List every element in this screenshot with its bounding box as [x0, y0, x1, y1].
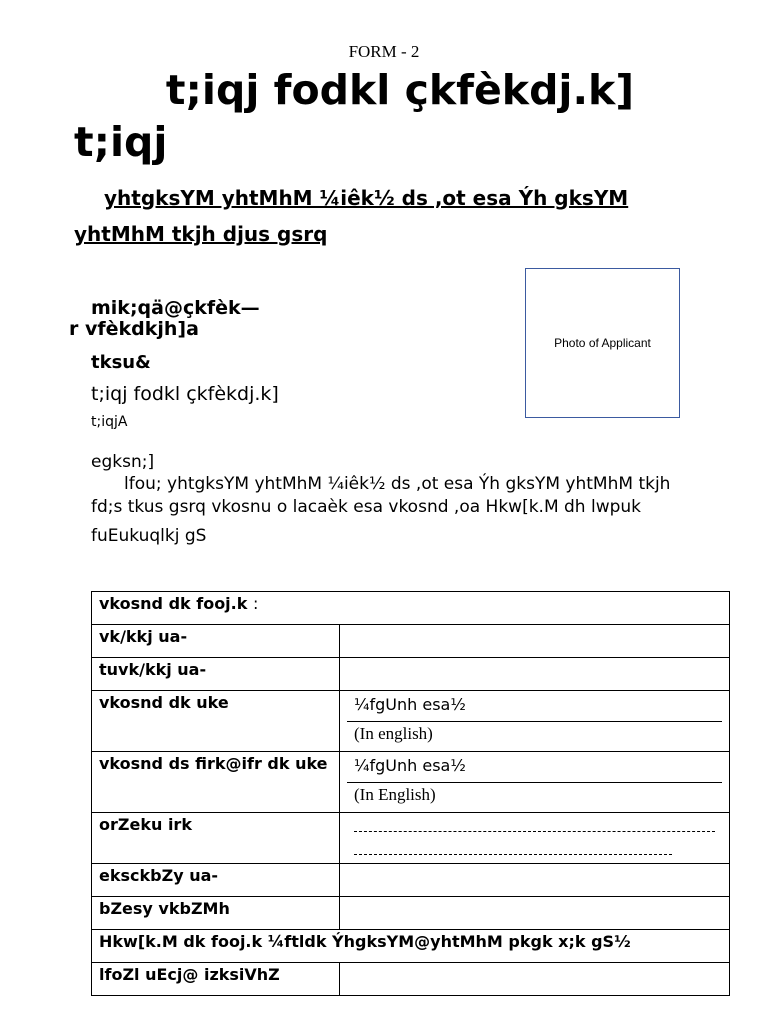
- salutation: egksn;]: [91, 452, 155, 472]
- table-row: [92, 625, 730, 658]
- table-header-colon: :: [252, 594, 259, 613]
- father-name-english-hint: (In English): [347, 782, 722, 810]
- table-header-label: vkosnd dk fooj.k: [99, 594, 248, 613]
- father-name-hindi-hint: ¼fgUnh esa½: [354, 756, 466, 775]
- photo-label: Photo of Applicant: [554, 336, 651, 350]
- form-number: FORM - 2: [348, 42, 420, 61]
- service-number-label: lfoZl uEcj@ izksiVhZ: [92, 963, 340, 996]
- aadhaar-field[interactable]: [340, 625, 730, 658]
- table-row: [92, 963, 730, 996]
- table-header: [92, 592, 730, 625]
- table-row: [92, 897, 730, 930]
- body-paragraph-line1: lfou; yhtgksYM yhtMhM ¼iêk½ ds ,ot esa Ýh gksYM yhtMhM tkjh: [124, 474, 671, 494]
- table-row: [92, 752, 730, 813]
- form-heading-line2: yhtMhM tkjh djus gsrq: [74, 222, 328, 246]
- current-address-label: orZeku irk: [92, 813, 340, 864]
- address-line-1: [354, 815, 715, 832]
- table-header-row: [92, 592, 730, 625]
- zone-label: tksu&: [91, 352, 151, 373]
- father-husband-name-label: vkosnd ds firk@ifr dk uke: [92, 752, 340, 813]
- body-paragraph-line3: fuEukuqlkj gS: [91, 526, 207, 546]
- body-paragraph-line2: fd;s tkus gsrq vkosnu o lacaèk esa vkosnd ,oa Hkw[k.M dh lwpuk: [91, 497, 642, 517]
- applicant-details-table: [91, 591, 730, 996]
- mobile-label: eksckbZy ua-: [92, 864, 340, 897]
- applicant-name-label: vkosnd dk uke: [92, 691, 340, 752]
- page-subtitle: t;iqj: [74, 118, 168, 166]
- jan-aadhaar-field[interactable]: [340, 658, 730, 691]
- table-row: [92, 658, 730, 691]
- form-heading-line1: yhtgksYM yhtMhM ¼iêk½ ds ,ot esa Ýh gksYM: [104, 186, 629, 210]
- address-line-2: [354, 838, 672, 855]
- table-row: [92, 813, 730, 864]
- addressee-line1: mik;qä@çkfèk—: [91, 297, 260, 319]
- father-husband-name-field[interactable]: [340, 752, 730, 813]
- current-address-field[interactable]: [340, 813, 730, 864]
- applicant-photo-box[interactable]: [525, 268, 680, 418]
- mobile-field[interactable]: [340, 864, 730, 897]
- addressee-line2: r vfèkdkjh]a: [69, 318, 199, 340]
- office-city: t;iqjA: [91, 414, 128, 430]
- jan-aadhaar-label: tuvk/kkj ua-: [92, 658, 340, 691]
- email-field[interactable]: [340, 897, 730, 930]
- table-row: [92, 864, 730, 897]
- page-title: t;iqj fodkl çkfèkdj.k]: [165, 66, 635, 114]
- table-row: [92, 930, 730, 963]
- email-label: bZesy vkbZMh: [92, 897, 340, 930]
- applicant-name-english-hint: (In english): [347, 721, 722, 749]
- office-name: t;iqj fodkl çkfèkdj.k]: [91, 383, 279, 405]
- table-row: [92, 691, 730, 752]
- service-number-field[interactable]: [340, 963, 730, 996]
- applicant-name-hindi-hint: ¼fgUnh esa½: [354, 695, 466, 714]
- plot-details-heading: Hkw[k.M dk fooj.k ¼ftldk ÝhgksYM@yhtMhM pkgk x;k gS½: [92, 930, 730, 963]
- applicant-name-field[interactable]: [340, 691, 730, 752]
- aadhaar-label: vk/kkj ua-: [92, 625, 340, 658]
